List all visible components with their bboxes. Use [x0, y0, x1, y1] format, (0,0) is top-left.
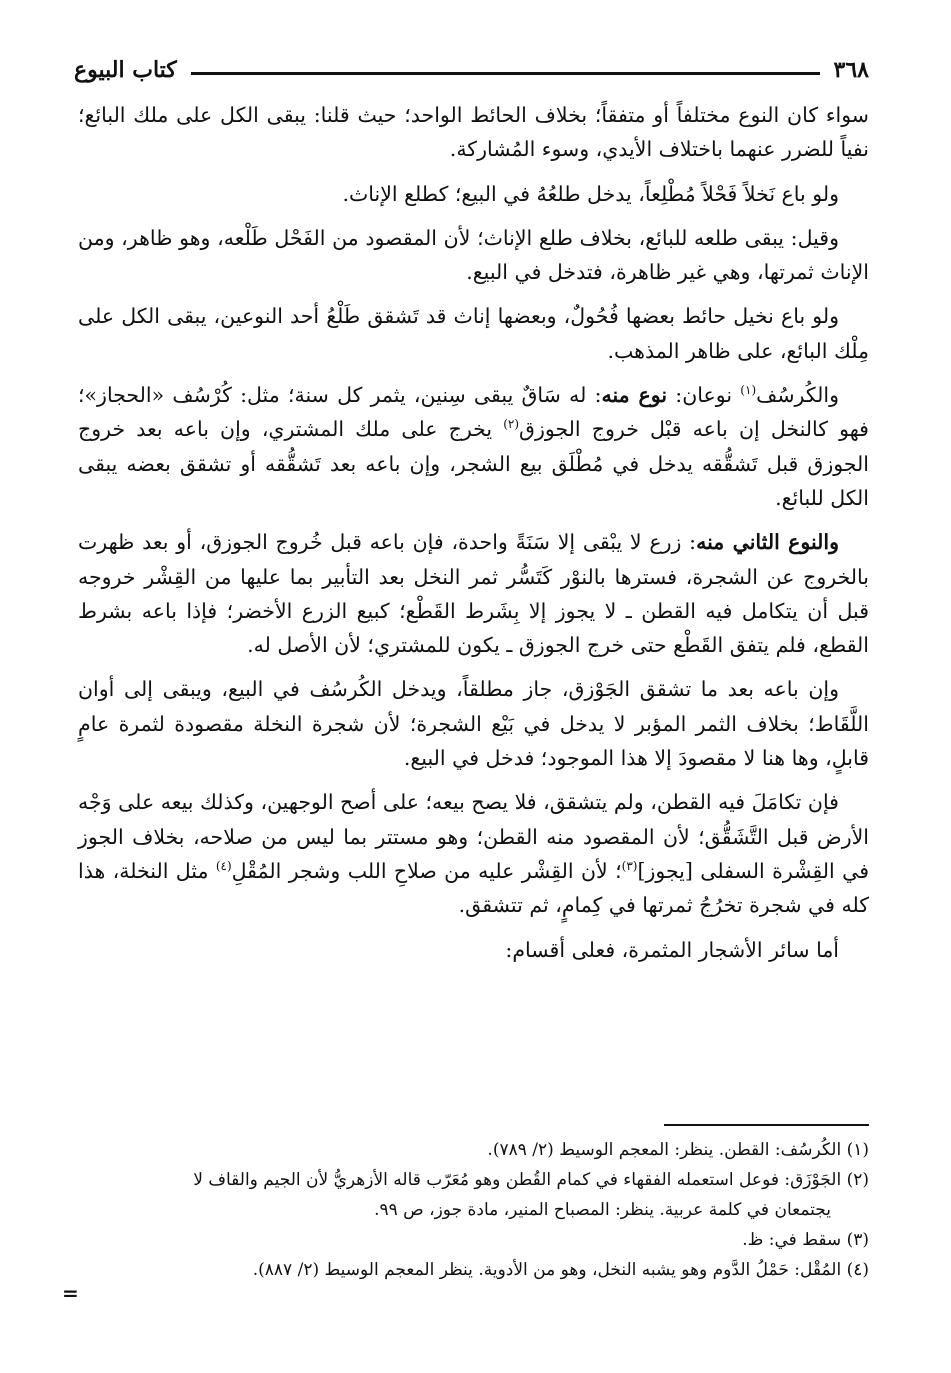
page-end-mark: =: [62, 1281, 79, 1305]
footnotes: [78, 1135, 869, 1285]
paragraph: ولو باع نخيل حائط بعضها فُحُولٌ، وبعضها إناث قد تَشقق طَلْعُ أحد النوعين، يبقى الكل على مِلْك البائع، على ظاهر المذهب.: [78, 304, 869, 363]
page-number: ٣٦٨: [833, 57, 869, 83]
footnote: (٤) المُقْل: حَمْلُ الدَّوم وهو يشبه النخل، وهو من الأدوية. ينظر المعجم الوسيط (٢/ ٨٨٧).: [252, 1260, 869, 1280]
footnote-ref: (١): [740, 383, 757, 398]
footnote-ref: (٣): [621, 858, 638, 873]
main-text: [78, 98, 869, 977]
paragraph: [78, 785, 869, 922]
footnote-line: يجتمعان في كلمة عربية. ينظر: المصباح المنير، مادة جوز، ص ٩٩.: [374, 1200, 831, 1220]
paragraph: ولو باع نَخلاً فَحْلاً مُطْلِعاً، يدخل طلعُهُ في البيع؛ كطلع الإناث.: [342, 181, 839, 206]
paragraph: وقيل: يبقى طلعه للبائع، بخلاف طلع الإناث؛ لأن المقصود من الفَحْل طَلْعه، وهو ظاهر، ومن الإناث ثمرتها، وهي غير ظاهرة، فتدخل في البيع.: [78, 225, 869, 285]
footnote: (١) الكُرسُف: القطن. ينظر: المعجم الوسيط (٢/ ٧٨٩).: [487, 1140, 869, 1160]
paragraph: وإن باعه بعد ما تشقق الجَوْزق، جاز مطلقاً، ويدخل الكُرسُف في البيع، ويبقى إلى أوان اللَّقَاط؛ بخلاف الثمر المؤبر لا يدخل في بَيْع الشجرة؛ لأن شجرة النخلة مقصودة لثمرة عامٍ قابلٍ، وها هنا لا مقصودَ إلا هذا الموجود؛ فدخل في البيع.: [78, 677, 869, 771]
paragraph-text: والكُرسُف: [756, 383, 839, 408]
paragraph-text: : له سَاقٌ يبقى سِنين، يثمر كل سنة؛ مثل: كُرْسُف «الحجاز»؛ فهو كالنخل إن باعه قبْل خروج الجوزق: [78, 383, 869, 442]
paragraph-text: يخرج على ملك المشتري، وإن باعه بعد خروج الجوزق قبل تَشقُّقه يدخل في مُطْلَق بيع الشجر، وإن باعه بعد تَشقُّقه أو تشقق بعضه يبقى الكل للبائع.: [78, 417, 869, 510]
footnote-ref: (٤): [215, 858, 232, 873]
paragraph-text: مثل النخلة، هذا كله في شجرة تخرُجُ ثمرتها في كِمامٍ، ثم تتشقق.: [78, 858, 869, 918]
book-title: كتاب البيوع: [74, 57, 177, 83]
paragraph: أما سائر الأشجار المثمرة، فعلى أقسام:: [505, 937, 839, 962]
paragraph: [78, 378, 869, 515]
paragraph-text: فإن تكامَلَ فيه القطن، ولم يتشقق، فلا يصح بيعه؛ على أصح الوجهين، وكذلك بيعه على وَجْه الأرض قبل التَّشَقُّق؛ لأن المقصود منه القطن؛ وهو مستتر بما ليس من صلاحه، بخلاف الجوز في القِشْرة السفلى [يجوز]: [78, 790, 870, 883]
bold-term: نوع منه: [601, 383, 668, 408]
header-rule: [191, 72, 820, 75]
bold-term: والنوع الثاني منه: [696, 530, 839, 555]
paragraph: سواء كان النوع مختلفاً أو متفقاً؛ بخلاف الحائط الواحد؛ حيث قلنا: يبقى الكل على ملك البائع؛ نفياً للضرر عنهما باختلاف الأيدي، وسوء المُشاركة.: [78, 103, 869, 162]
footnote-line: (٢) الجَوْزَق: فوعل استعمله الفقهاء في كمام القُطن وهو مُعَرّب قاله الأزهريُّ لأن الجيم والقاف لا: [193, 1170, 869, 1190]
running-header: [74, 52, 869, 88]
footnote: (٣) سقط في: ظ.: [742, 1230, 869, 1250]
paragraph-text: ؛ لأن القِشْر عليه من صلاحِ اللب وشجر المُقْلِ: [231, 858, 622, 883]
paragraph-text: : زرع لا يبْقى إلا سَنَةً واحدة، فإن باعه قبل خُروج الجوزق، أو بعد ظهرت بالخروج عن الشجرة، فسترها بالنوْر كَتَسُّر ثمر النخل بعد التأبير بما عليها من القِشْر خروجه قبل أن يتكامل فيه القطن ـ لا يجوز إلا بِشَرط القَطْع؛ كبيع الزرع الأخضر؛ فإذا باعه بشرط القطع، فلم يتفق القَطْع حتى خرج الجوزق ـ يكون للمشتري؛ لأن الأصل له.: [78, 530, 869, 658]
footnote-ref: (٢): [503, 417, 520, 432]
paragraph: [78, 525, 869, 662]
footnote: [78, 1165, 869, 1225]
footnote-separator: [664, 1124, 869, 1126]
paragraph-text: نوعان:: [667, 383, 741, 408]
